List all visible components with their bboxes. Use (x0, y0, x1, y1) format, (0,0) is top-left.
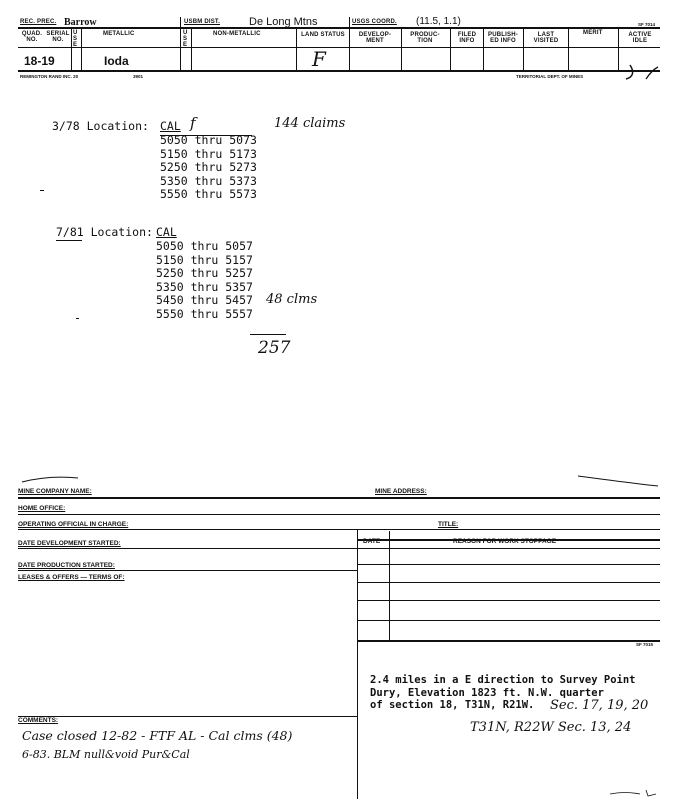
location-line: 2.4 miles in a E direction to Survey Point (370, 674, 636, 686)
date-production-label: DATE PRODUCTION STARTED: (18, 562, 115, 569)
range-line: 5450 thru 5457 (156, 293, 253, 307)
range-line: 5350 thru 5373 (160, 173, 257, 188)
usgs-coord-value: (11.5, 1.1) (416, 16, 461, 27)
location-2-ranges (156, 240, 253, 321)
location-2-label: 7/81 Location: (56, 225, 153, 239)
mine-company-label: MINE COMPANY NAME: (18, 488, 92, 495)
location-2-claims-note: 48 clms (266, 292, 318, 307)
serial-label: SERIAL NO. (46, 31, 70, 43)
pen-stroke (608, 786, 658, 798)
location-2-code: CAL (156, 225, 177, 239)
range-line: 5550 thru 5573 (160, 187, 257, 201)
range-line: 5050 thru 5057 (156, 239, 253, 253)
mine-address-label: MINE ADDRESS: (375, 488, 427, 495)
serial-value: Ioda (104, 54, 129, 68)
title-label: TITLE: (438, 521, 459, 528)
filed-info-label: FILED INFO (457, 32, 477, 44)
rec-prec-value: Barrow (64, 17, 97, 28)
location-1-claims-note: 144 claims (274, 116, 346, 131)
location-1-ranges (160, 134, 257, 202)
range-line: 5250 thru 5257 (156, 266, 253, 280)
land-status-value: F (312, 47, 326, 71)
location-1-label: 3/78 Location: (52, 119, 149, 133)
header-grid (18, 17, 660, 85)
use-label: U S E (73, 30, 78, 48)
quad-value: 18-19 (24, 54, 55, 68)
location-1-hand-mark: f (190, 114, 196, 132)
rec-prec-label: REC. PREC. (20, 19, 57, 25)
stray-mark (40, 190, 44, 191)
remington-note: REMINGTON RAND INC. 20 (20, 74, 79, 79)
total-claims-note: 257 (258, 338, 291, 358)
comment-line-2: 6-83. BLM null&void Pur&Cal (22, 748, 190, 761)
reason-column-label: REASON FOR WORK STOPPAGE (453, 538, 557, 545)
form-number-bottom: SF 7015 (636, 642, 654, 647)
leases-label: LEASES & OFFERS — TERMS OF: (18, 574, 125, 581)
usbm-dist-label: USBM DIST. (184, 19, 221, 25)
comment-line-1: Case closed 12-82 - FTF AL - Cal clms (48) (22, 728, 293, 743)
comments-label: COMMENTS: (18, 717, 59, 724)
lower-form (18, 470, 660, 800)
production-label: PRODUC-TION (410, 32, 440, 44)
location-block-2 (56, 226, 476, 326)
location-block-1 (52, 114, 472, 210)
range-line: 5050 thru 5073 (160, 133, 257, 147)
home-office-label: HOME OFFICE: (18, 505, 66, 512)
stray-mark (76, 318, 79, 319)
pen-stroke (18, 470, 660, 490)
non-metallic-label: NON-METALLIC (213, 31, 261, 37)
form-number-top: SF 7014 (638, 22, 656, 27)
remington-code: 3901 (133, 74, 144, 79)
range-line: 5550 thru 5557 (156, 306, 253, 321)
date-column-label: DATE (363, 538, 381, 545)
operating-official-label: OPERATING OFFICIAL IN CHARGE: (18, 521, 129, 528)
last-visited-label: LAST VISITED (533, 32, 559, 44)
date-development-label: DATE DEVELOPMENT STARTED: (18, 540, 121, 547)
range-line: 5150 thru 5157 (156, 252, 253, 267)
development-label: DEVELOP-MENT (358, 32, 392, 44)
metallic-label: METALLIC (103, 31, 135, 37)
hand-township-note: T31N, R22W Sec. 13, 24 (470, 720, 632, 735)
range-line: 5150 thru 5173 (160, 146, 257, 161)
merit-label: MERIT (583, 30, 603, 36)
territorial-note: TERRITORIAL DEPT. OF MINES (516, 74, 584, 79)
usbm-dist-value: De Long Mtns (249, 16, 318, 28)
checkmark-icon (616, 59, 660, 85)
hand-sections-note: Sec. 17, 19, 20 (550, 698, 649, 713)
land-status-label: LAND STATUS (301, 32, 345, 38)
range-line: 5350 thru 5357 (156, 279, 253, 294)
location-line: Dury, Elevation 1823 ft. N.W. quarter (370, 686, 604, 699)
active-idle-label: ACTIVE IDLE (628, 32, 652, 44)
range-line: 5250 thru 5273 (160, 160, 257, 174)
location-1-code: CAL (160, 119, 181, 133)
location-line: of section 18, T31N, R21W. (370, 699, 535, 711)
use-label-2: U S E (183, 30, 188, 48)
quad-label: QUAD. NO. (21, 31, 43, 43)
usgs-coord-label: USGS COORD. (352, 19, 397, 25)
published-info-label: PUBLISH-ED INFO (488, 32, 518, 44)
